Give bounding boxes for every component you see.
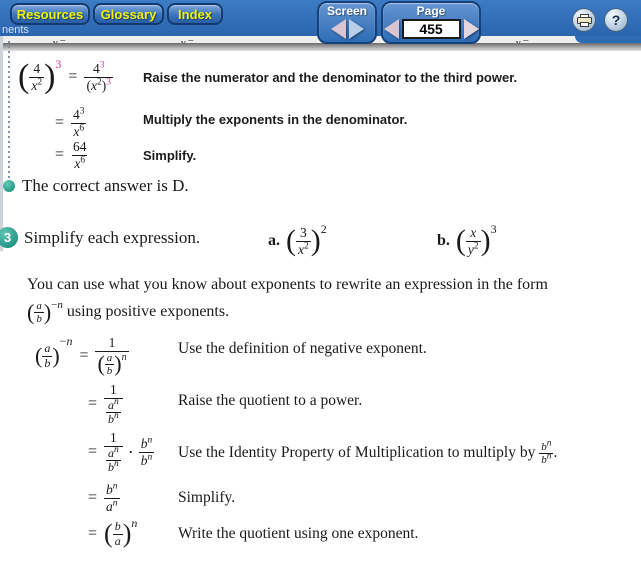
denominator: bn [541, 451, 552, 467]
equals-sign: = [79, 347, 89, 364]
toolbar-right-extension [575, 36, 641, 43]
exponent: 2 [304, 241, 309, 251]
question-mark-icon: ? [611, 12, 621, 28]
breadcrumb-fragment: nents [2, 24, 29, 36]
exponent: 3 [490, 222, 497, 236]
numerator: 1 [108, 334, 116, 350]
step-explanation: Raise the quotient to a power. [178, 392, 363, 409]
equals-sign: = [55, 114, 65, 131]
page-prev-arrow-icon[interactable] [384, 19, 399, 39]
denominator: $x^2$ [298, 241, 309, 257]
equation-row: ( $\frac{4}{x^2}$ ) 3 = $\frac{4^3}{(x^2)^3}$ [18, 57, 111, 95]
denominator: $b^n$ [108, 458, 119, 474]
exponent: n [114, 410, 119, 421]
exponent: 2 [96, 77, 102, 87]
fraction [106, 444, 121, 474]
exponent: 3 [99, 60, 105, 71]
exponent: n [147, 435, 153, 446]
fraction [104, 382, 123, 426]
paragraph-line2: using positive exponents. [66, 303, 230, 320]
equation-row [88, 428, 154, 476]
exponent: 3 [106, 77, 111, 87]
exponent: n [131, 516, 138, 530]
denominator [104, 446, 123, 474]
fraction [104, 482, 120, 515]
exponent: −n [51, 299, 63, 311]
denominator: $x^6$ [73, 123, 85, 139]
part-b-label: b. [437, 232, 450, 249]
denominator [104, 398, 123, 426]
denominator: $b^n$ [140, 452, 153, 468]
equation-row [88, 480, 120, 516]
answer-bullet-icon [3, 180, 15, 192]
screen-prev-arrow-icon[interactable] [331, 19, 346, 39]
fraction: $\frac{a}{b}$ [44, 341, 51, 370]
equals-sign: = [68, 68, 78, 85]
problem-part-b: b. ( $\frac{x}{y^2}$ ) 3 [437, 222, 497, 257]
exponent: n [121, 351, 127, 363]
resources-button[interactable]: Resources [10, 3, 90, 25]
fraction [104, 430, 123, 474]
numerator: 3 [300, 224, 307, 240]
fraction [466, 225, 481, 258]
problem-part-a: a. ( $\frac{3}{x^2}$ ) 2 [268, 222, 327, 257]
denominator: $a^n$ [106, 498, 118, 514]
numerator: $a^n$ [108, 396, 119, 412]
problem-prompt: Simplify each expression. [24, 228, 201, 247]
numerator: $b^n$ [106, 481, 118, 497]
exponent: n [114, 444, 119, 455]
page-nav-arrows [384, 19, 479, 39]
paragraph-line1: You can use what you know about exponents to rewrite an expression in the form [27, 276, 548, 293]
numerator: 1 [110, 381, 117, 397]
equals-sign: = [88, 443, 98, 460]
exponent: 6 [80, 155, 86, 165]
screen-nav-label: Screen [326, 4, 368, 18]
fraction [296, 225, 311, 258]
fraction [139, 436, 155, 469]
exponent: n [546, 451, 552, 462]
denominator: $x^6$ [74, 155, 86, 171]
denominator: ( $\frac{a}{b}$ ) n [97, 351, 127, 377]
denominator: $x^2$ [31, 77, 43, 93]
part-a-label: a. [268, 232, 280, 249]
step-explanation: Write the quotient using one exponent. [178, 525, 419, 542]
step-explanation: Simplify. [143, 148, 197, 163]
index-button[interactable]: Index [167, 3, 223, 25]
exponent: 2 [320, 222, 327, 236]
help-button[interactable] [604, 8, 628, 32]
page-edge-shadow [0, 43, 641, 51]
numerator: 4 [33, 60, 41, 76]
fraction: $\frac{b}{a}$ [114, 519, 121, 548]
exponent: 3 [79, 106, 85, 117]
exponent: 2 [473, 241, 479, 251]
equals-sign: = [55, 146, 65, 163]
exponent: 2 [37, 77, 43, 87]
fraction [95, 335, 128, 377]
exponent: −n [59, 334, 73, 348]
body-paragraph [27, 274, 627, 325]
screen-nav-panel [317, 1, 377, 44]
fraction: $\frac{a}{b}$ [106, 351, 113, 377]
step-explanation: Use the Identity Property of Multiplication to multiply by $\frac{bn}{bn}$ . [178, 438, 558, 467]
window-left-edge [0, 36, 3, 251]
numerator: 1 [110, 429, 117, 445]
exponent: n [112, 498, 118, 508]
page-nav-panel [381, 1, 481, 44]
fraction [106, 396, 121, 426]
glossary-button[interactable]: Glossary [93, 3, 164, 25]
answer-text: The correct answer is D. [22, 176, 189, 195]
multiplication-dot: · [127, 441, 134, 462]
step-explanation: Multiply the exponents in the denominator. [143, 112, 408, 127]
fraction [71, 107, 87, 140]
exponent: n [546, 438, 552, 449]
numerator: $4^3$ [73, 106, 85, 122]
denominator: $y^2$ [467, 241, 479, 257]
numerator: x [470, 224, 477, 240]
exponent: n [114, 458, 119, 469]
equation-row [88, 382, 123, 426]
numerator: 64 [73, 138, 87, 154]
fraction: $\frac{a}{b}$ [36, 299, 42, 325]
page-nav-label: Page [416, 4, 446, 18]
paren: ) [43, 299, 52, 325]
page-number-box[interactable]: 455 [402, 19, 461, 39]
exponent: 3 [55, 57, 62, 71]
paren: ( [86, 77, 91, 93]
fraction [84, 61, 113, 94]
paren: ) [101, 77, 107, 93]
numerator: $4^3$ [92, 60, 105, 76]
exponent: n [112, 481, 118, 492]
exponent: n [147, 452, 153, 462]
numerator: $b^n$ [140, 435, 153, 451]
print-button[interactable] [572, 8, 596, 32]
page-next-arrow-icon[interactable] [464, 19, 479, 39]
equation-row: ( $\frac{a}{b}$ ) −n = 1 ( $\frac{a}{b}$ ) n [35, 334, 127, 377]
equals-sign: = [88, 489, 98, 506]
exponent: n [114, 396, 119, 407]
toolbar [0, 0, 641, 36]
paren: ( [27, 299, 35, 325]
screen-nav-arrows [331, 19, 364, 39]
printer-icon [577, 14, 592, 27]
fraction [71, 139, 89, 172]
equation-row: = ( $\frac{b}{a}$ ) n [88, 516, 138, 548]
step-explanation: Raise the numerator and the denominator to the third power. [143, 70, 518, 85]
numerator: bn [541, 438, 552, 453]
equals-sign: = [88, 395, 98, 412]
fraction [29, 61, 44, 94]
dotted-guide-line [8, 41, 10, 181]
screen-next-arrow-icon[interactable] [349, 19, 364, 39]
step-explanation: Simplify. [178, 489, 236, 506]
equation-row [55, 136, 89, 174]
numerator: $a^n$ [108, 444, 119, 460]
denominator: $(x^2)^3$ [86, 77, 111, 93]
denominator: $b^n$ [108, 410, 119, 426]
fraction [539, 438, 553, 467]
exponent: 6 [79, 123, 85, 133]
equals-sign: = [88, 525, 98, 542]
problem-number-badge: 3 [0, 227, 18, 248]
step-explanation: Use the definition of negative exponent. [178, 340, 427, 357]
